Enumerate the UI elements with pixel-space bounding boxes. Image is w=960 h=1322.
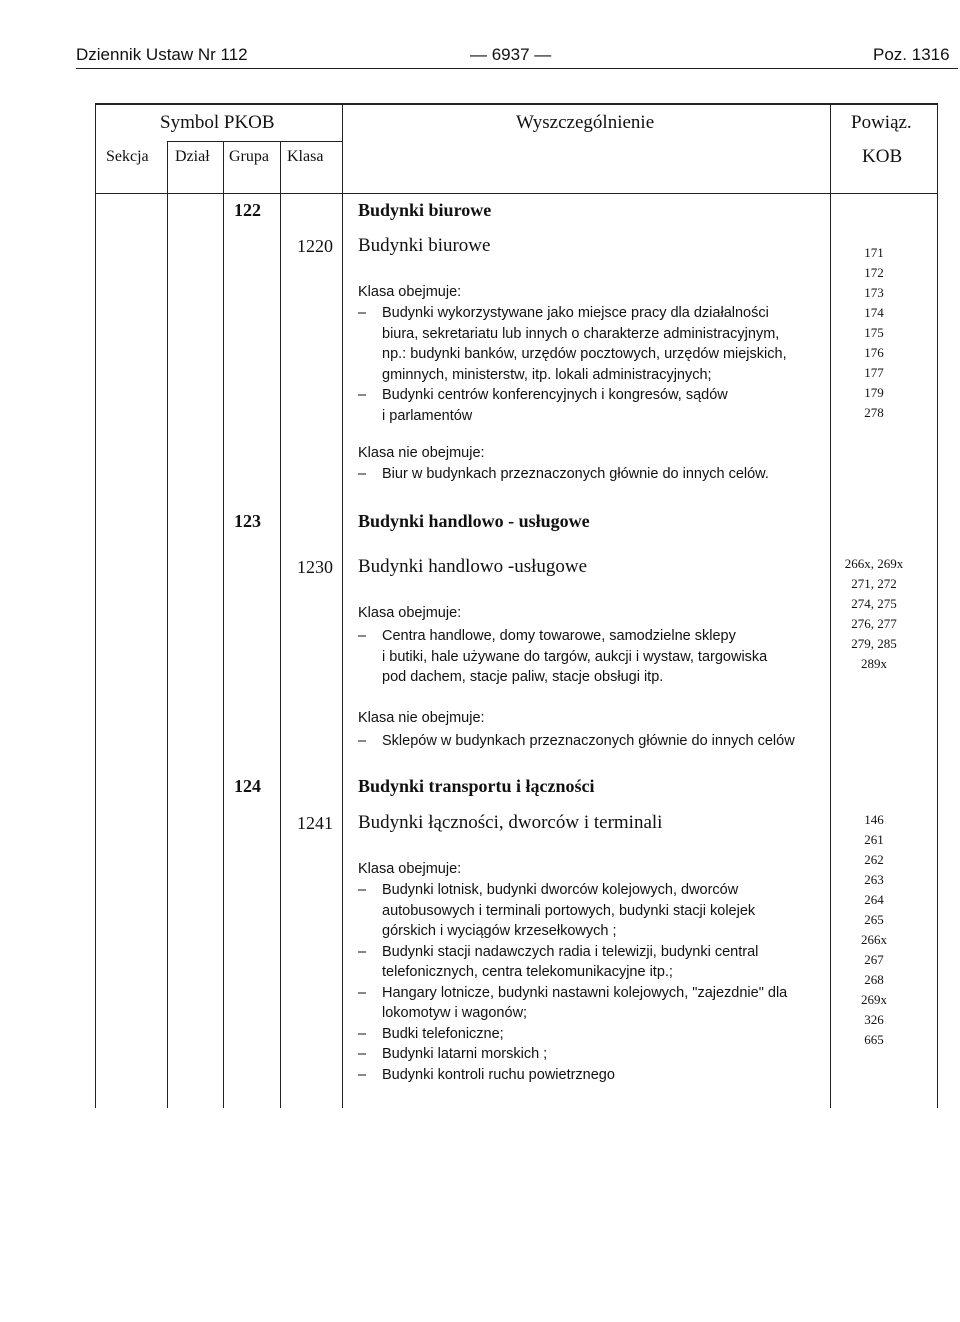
header-symbol-pkob: Symbol PKOB <box>160 112 275 133</box>
class-title: Budynki łączności, dworców i terminali <box>358 812 663 833</box>
col-border-desc <box>830 103 831 1108</box>
list-item: – Biur w budynkach przeznaczonych głównie do innych celów. <box>358 466 769 482</box>
group-title: Budynki biurowe <box>358 200 492 220</box>
class-code: 1220 <box>297 236 333 256</box>
group-title: Budynki handlowo - usługowe <box>358 511 590 531</box>
kob-list: 146 261 262 263 264 265 266x 267 268 269x 326 665 <box>861 812 887 1047</box>
excludes-list <box>358 464 769 485</box>
header-grupa: Grupa <box>229 148 269 165</box>
excludes-label: Klasa nie obejmuje: <box>358 445 485 461</box>
includes-list <box>358 626 767 688</box>
journal-title: Dziennik Ustaw Nr 112 <box>76 45 248 64</box>
class-code: 1241 <box>297 813 333 833</box>
col-border-dzial <box>223 141 224 1108</box>
table-top-border <box>95 103 938 105</box>
symbol-subheader-rule <box>167 141 342 142</box>
header-rule <box>76 68 958 69</box>
includes-label: Klasa obejmuje: <box>358 605 462 621</box>
list-item: – Sklepów w budynkach przeznaczonych głównie do innych celów <box>358 733 795 749</box>
list-item: – Budynki centrów konferencyjnych i kongresów, sądów i parlamentów <box>358 387 728 424</box>
col-border-klasa <box>342 103 343 1108</box>
header-powiaz: Powiąz. <box>851 112 912 133</box>
kob-list: 266x, 269x 271, 272 274, 275 276, 277 279, 285 289x <box>844 556 904 671</box>
list-item: – Budki telefoniczne; <box>358 1025 504 1042</box>
group-code: 123 <box>234 511 261 531</box>
class-title: Budynki handlowo -usługowe <box>358 556 588 577</box>
group-code: 124 <box>234 776 261 796</box>
list-item: – Budynki kontroli ruchu powietrznego <box>358 1066 615 1083</box>
col-border-sekcja <box>167 141 168 1108</box>
group-title: Budynki transportu i łączności <box>358 776 595 796</box>
list-item: – Budynki latarni morskich ; <box>358 1046 548 1062</box>
includes-label: Klasa obejmuje: <box>358 284 462 300</box>
includes-label: Klasa obejmuje: <box>358 861 462 877</box>
excludes-list <box>358 731 795 752</box>
header-klasa: Klasa <box>287 148 324 165</box>
header-dzial: Dział <box>175 148 210 165</box>
list-item: – Budynki wykorzystywane jako miejsce pracy dla działalności biura, sekretariatu lub innych o charakterze administracyjnym, np.: budynki banków, urzędów pocztowych, urzędów miejskich, gminnych, ministerstw, itp. lokali administracyjnych; <box>358 305 787 383</box>
header-kob: KOB <box>862 146 903 167</box>
col-border-right <box>937 103 938 1108</box>
header-wyszczegolnienie: Wyszczególnienie <box>516 112 655 133</box>
header-sekcja: Sekcja <box>106 148 149 165</box>
page-number: — 6937 — <box>470 45 552 64</box>
col-border-grupa <box>280 141 281 1108</box>
col-border-left <box>95 103 96 1108</box>
list-item: – Hangary lotnicze, budynki nastawni kolejowych, "zajezdnie" dla lokomotyw i wagonów; <box>358 984 788 1021</box>
includes-list <box>358 303 787 426</box>
list-item: – Centra handlowe, domy towarowe, samodzielne sklepy i butiki, hale używane do targów, aukcji i wystaw, targowiska pod dachem, stacje paliw, stacje obsługi itp. <box>358 628 768 685</box>
header-bottom-border <box>95 193 938 194</box>
includes-list <box>358 880 787 1085</box>
position-number: Poz. 1316 <box>873 45 950 64</box>
class-title: Budynki biurowe <box>358 235 491 256</box>
group-code: 122 <box>234 200 261 220</box>
list-item: – Budynki stacji nadawczych radia i telewizji, budynki central telefonicznych, centra telekomunikacyjne itp.; <box>358 943 759 980</box>
excludes-label: Klasa nie obejmuje: <box>358 710 485 726</box>
list-item: – Budynki lotnisk, budynki dworców kolejowych, dworców autobusowych i terminali portowych, budynki stacji kolejek górskich i wyciągów krzesełkowych ; <box>358 882 756 939</box>
class-code: 1230 <box>297 557 333 577</box>
kob-list: 171 172 173 174 175 176 177 179 278 <box>864 245 884 420</box>
